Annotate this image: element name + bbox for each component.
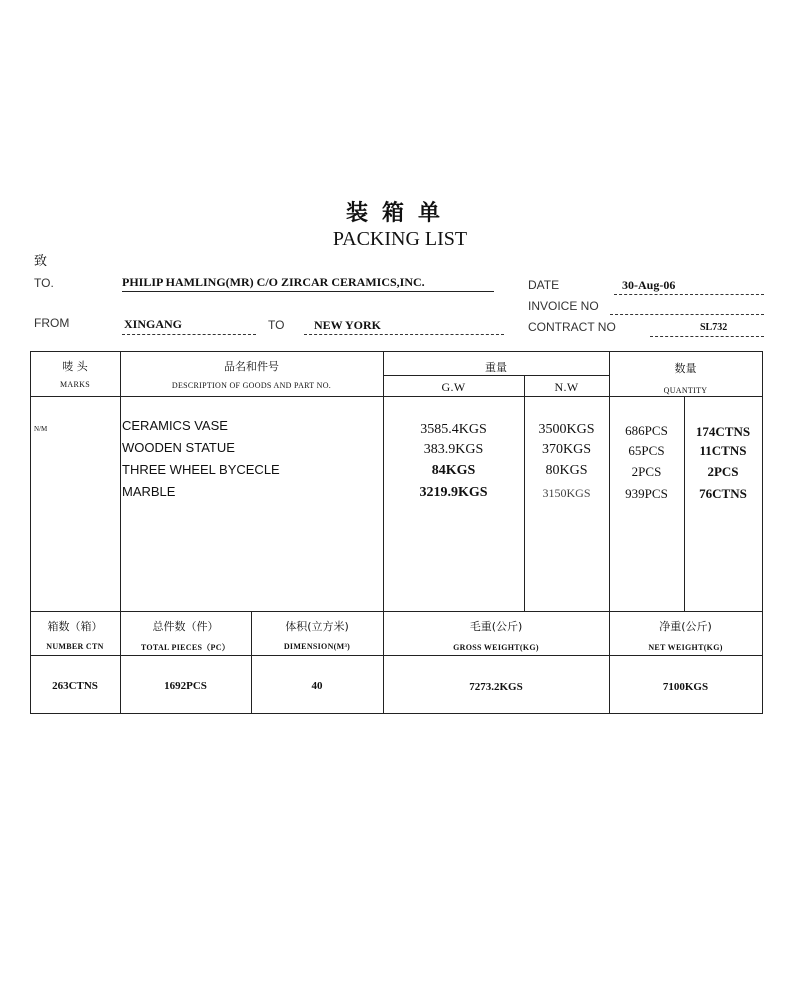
gross-header-cn: 毛重(公斤) xyxy=(469,620,523,633)
gross-header-en: GROSS WEIGHT(KG) xyxy=(453,643,539,652)
pieces-header-cn: 总件数（件） xyxy=(152,620,219,633)
from-value: XINGANG xyxy=(124,317,183,331)
shipping-mark: N/M xyxy=(34,425,48,433)
contract-underline xyxy=(650,336,764,337)
desc-header-en: DESCRIPTION OF GOODS AND PART NO. xyxy=(171,381,332,390)
item-nw: 3150KGS xyxy=(542,486,591,500)
item-pcs: 686PCS xyxy=(625,423,668,438)
date-underline xyxy=(614,294,764,295)
to-port-underline xyxy=(304,334,504,335)
to-port-value: NEW YORK xyxy=(314,318,382,332)
gw-header: G.W xyxy=(441,380,466,394)
item-desc: WOODEN STATUE xyxy=(122,440,235,455)
table-left-border xyxy=(30,351,31,714)
weight-split-line xyxy=(383,375,609,376)
item-desc: CERAMICS VASE xyxy=(122,418,228,433)
contract-label: CONTRACT NO xyxy=(528,320,616,334)
total-net-weight: 7100KGS xyxy=(662,681,709,693)
title-english: PACKING LIST xyxy=(332,228,468,250)
table-bottom-border xyxy=(30,713,763,714)
item-pcs: 65PCS xyxy=(628,443,665,458)
invoice-label: INVOICE NO xyxy=(528,299,599,313)
item-desc: MARBLE xyxy=(122,484,176,499)
pieces-header-en: TOTAL PIECES（PC） xyxy=(140,643,231,652)
header-bottom-border xyxy=(30,396,763,397)
to-chinese-label: 致 xyxy=(34,254,48,269)
consignee-value: PHILIP HAMLING(MR) C/O ZIRCAR CERAMICS,INC. xyxy=(122,275,494,292)
contract-value: SL732 xyxy=(700,322,728,333)
item-gw: 3585.4KGS xyxy=(420,422,487,437)
table-right-border xyxy=(762,351,763,714)
marks-header-en: MARKS xyxy=(60,380,90,389)
total-dimension: 40 xyxy=(311,680,323,692)
item-ctns: 2PCS xyxy=(707,464,739,479)
number-header-en: NUMBER CTN xyxy=(46,642,104,651)
title-chinese: 装箱单 xyxy=(345,201,454,226)
desc-header-cn: 品名和件号 xyxy=(224,360,279,373)
item-pcs: 2PCS xyxy=(631,464,662,479)
date-value: 30-Aug-06 xyxy=(622,278,676,292)
table-top-border xyxy=(30,351,763,352)
item-desc: THREE WHEEL BYCECLE xyxy=(122,462,280,477)
items-bottom-border xyxy=(30,611,763,612)
item-ctns: 76CTNS xyxy=(699,486,747,501)
total-cartons: 263CTNS xyxy=(52,680,98,692)
totals-header-border xyxy=(30,655,763,656)
number-header-cn: 箱数（箱） xyxy=(47,620,103,633)
item-gw: 383.9KGS xyxy=(423,442,484,457)
dimension-header-en: DIMENSION(M³) xyxy=(283,642,351,651)
item-gw: 3219.9KGS xyxy=(419,485,488,500)
from-label: FROM xyxy=(34,316,70,330)
item-ctns: 11CTNS xyxy=(699,443,747,458)
marks-divider xyxy=(120,351,121,611)
to-label: TO. xyxy=(34,276,54,290)
item-nw: 3500KGS xyxy=(538,422,595,437)
net-header-cn: 净重(公斤) xyxy=(659,620,712,633)
from-underline xyxy=(122,334,256,335)
item-gw: 84KGS xyxy=(431,463,476,478)
net-header-en: NET WEIGHT(KG) xyxy=(648,643,723,652)
item-nw: 80KGS xyxy=(545,463,588,478)
invoice-underline xyxy=(610,314,764,315)
qty-header-cn: 数量 xyxy=(674,362,697,375)
item-ctns: 174CTNS xyxy=(695,424,751,439)
item-nw: 370KGS xyxy=(541,442,591,457)
marks-header-cn: 唛 头 xyxy=(62,360,88,373)
nw-header: N.W xyxy=(554,380,579,394)
qty-header-en: QUANTITY xyxy=(663,386,708,395)
weight-header-cn: 重量 xyxy=(485,361,507,374)
item-pcs: 939PCS xyxy=(625,486,668,501)
to-port-label: TO xyxy=(268,318,285,332)
dimension-header-cn: 体积(立方米) xyxy=(285,620,349,633)
total-gross-weight: 7273.2KGS xyxy=(469,681,523,693)
total-pieces: 1692PCS xyxy=(164,680,207,692)
date-label: DATE xyxy=(528,278,560,292)
